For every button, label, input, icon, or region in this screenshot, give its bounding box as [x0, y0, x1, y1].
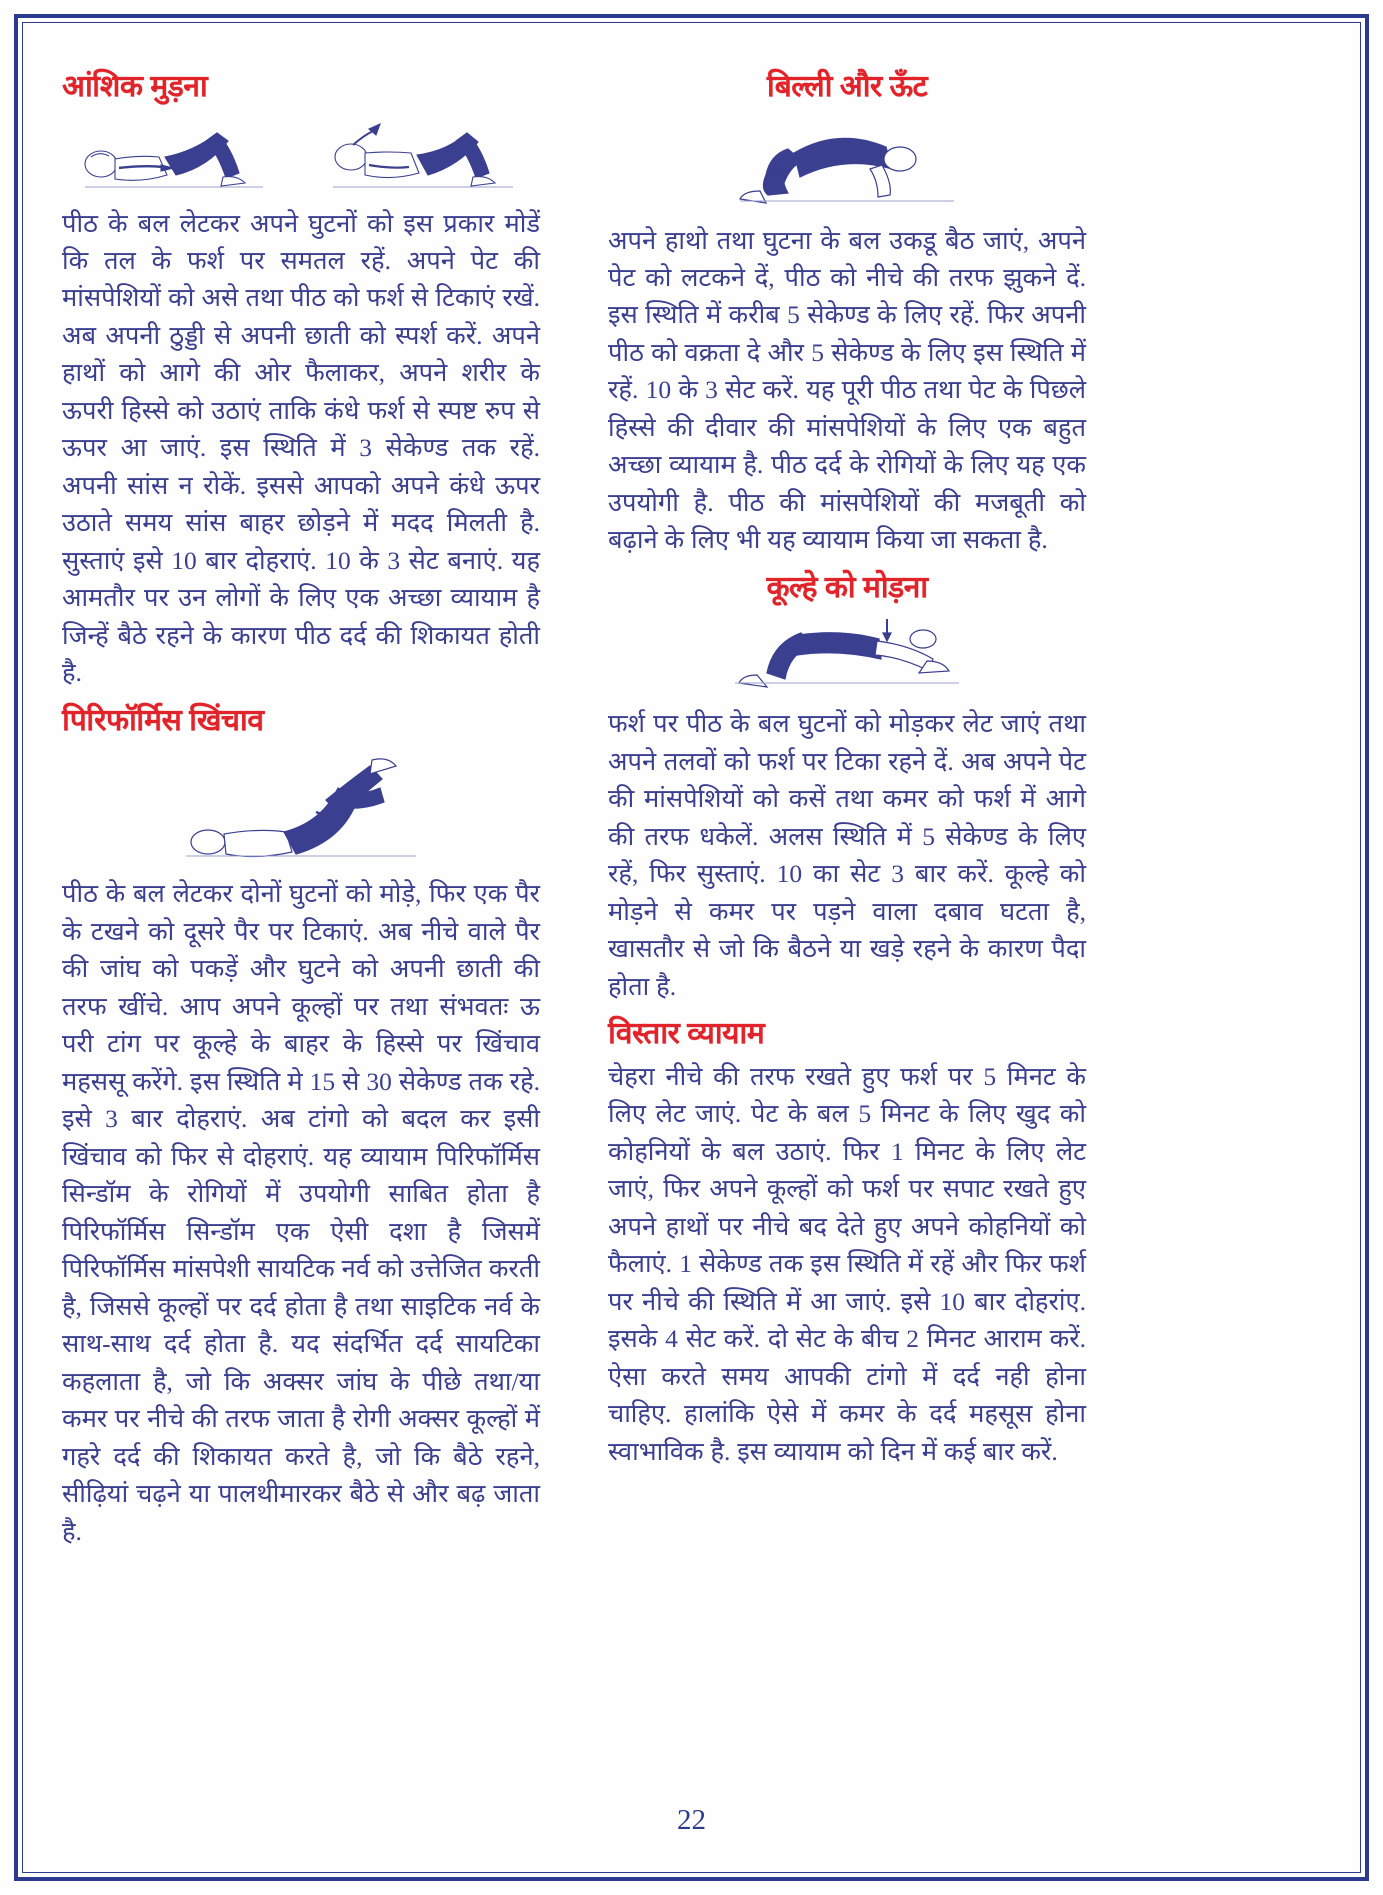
- left-column: [62, 70, 540, 1770]
- partial-curl-up-illustration: [77, 117, 277, 195]
- page-content: [62, 70, 1327, 1770]
- cat-camel-illustration: [732, 117, 962, 212]
- figure-cat-camel-wrap: [608, 111, 1086, 222]
- piriformis-stretch-illustration: [176, 750, 426, 865]
- page-number: 22: [677, 1804, 706, 1836]
- section-body-partial-curl: पीठ के बल लेटकर अपने घुटनों को इस प्रकार मोडें कि तल के फर्श पर समतल रहें. अपने पेट की मांसपेशियों को असे तथा पीठ को फर्श से टिकाएं रखें. अब अपनी ठुड्डी से अपनी छाती को स्पर्श करें. अपने हाथों को आगे की ओर फैलाकर, अपने शरीर के ऊपरी हिस्से को उठाएं ताकि कंधे फर्श से स्पष्ट रुप से ऊपर आ जाएं. इस स्थिति में 3 सेकेण्ड तक रहें. अपनी सांस न रोकें. इससे आपको अपने कंधे ऊपर उठाते समय सांस बाहर छोड़ने में मदद मिलती है. सुस्ताएं इसे 10 बार दोहराएं. 10 के 3 सेट बनाएं. यह आमतौर पर उन लोगों के लिए एक अच्छा व्यायाम है जिन्हें बैठे रहने के कारण पीठ दर्द की शिकायत होती है.: [62, 208, 540, 688]
- section-body-pelvic-tilt: फर्श पर पीठ के बल घुटनों को मोड़कर लेट जाएं तथा अपने तलवों को फर्श पर टिका रहने दें. अब अपने पेट की मांसपेशियों को कसें तथा कमर को फर्श में आगे की तरफ धकेलें. अलस स्थिति में 5 सेकेण्ड के लिए रहें, फिर सुस्ताएं. 10 का सेट 3 बार करें. कूल्हे को मोड़ने से कमर पर पड़ने वाला दबाव घटता है, खासतौर से जो कि बैठने या खड़े रहने के कारण पैदा होता है.: [608, 709, 1086, 1001]
- section-heading-piriformis: पिरिफॉर्मिस खिंचाव: [62, 703, 264, 737]
- section-heading-cat-camel: बिल्ली और ऊँट: [766, 70, 928, 103]
- section-body-cat-camel: अपने हाथो तथा घुटना के बल उकडू बैठ जाएं, अपने पेट को लटकने दें, पीठ को नीचे की तरफ झुकने दें. इस स्थिति में करीब 5 सेकेण्ड के लिए रहें. फिर अपनी पीठ को वक्रता दे और 5 सेकेण्ड के लिए इस स्थिति में रहें. 10 के 3 सेट करें. यह पूरी पीठ तथा पेट के पिछले हिस्से की दीवार की मांसपेशियों के लिए एक बहुत अच्छा व्यायाम है. पीठ दर्द के रोगियों के लिए यह एक उपयोगी है. पीठ की मांसपेशियों की मजबूती को बढ़ाने के लिए भी यह व्यायाम किया जा सकता है.: [608, 225, 1086, 555]
- partial-curl-up-illustration-lifted: [325, 117, 525, 195]
- figure-piriformis-wrap: [62, 744, 540, 875]
- section-body-extension: चेहरा नीचे की तरफ रखते हुए फर्श पर 5 मिनट के लिए लेट जाएं. पेट के बल 5 मिनट के लिए खुद को कोहनियों के बल उठाएं. फिर 1 मिनट के लिए लेट जाएं, फिर अपने कूल्हों को फर्श पर सपाट रखते हुए अपने हाथों पर नीचे बद देते हुए अपने कोहनियों को फैलाएं. 1 सेकेण्ड तक इस स्थिति में रहें और फिर फर्श पर नीचे की स्थिति में आ जाएं. इसे 10 बार दोहरांए. इसके 4 सेट करें. दो सेट के बीच 2 मिनट आराम करें. ऐसा करते समय आपकी टांगो में दर्द नही होना चाहिए. हालांकि ऐसे में कमर के दर्द महसूस होना स्वाभाविक है. इस व्यायाम को दिन में कई बार करें.: [608, 1061, 1086, 1466]
- figure-pelvic-tilt-wrap: [608, 611, 1086, 705]
- right-column: [608, 70, 1086, 1770]
- section-heading-extension: विस्तार व्यायाम: [608, 1017, 765, 1051]
- section-body-piriformis: पीठ के बल लेटकर दोनों घुटनों को मोड़े, फिर एक पैर के टखने को दूसरे पैर पर टिकाएं. अब नीचे वाले पैर की जांघ को पकड़ें और घुटने को अपनी छाती की तरफ खींचे. आप अपने कूल्हों पर तथा संभवतः ऊ परी टांग पर कूल्हे के बाहर के हिस्से पर खिंचाव महससू करेंगे. इस स्थिति मे 15 से 30 सेकेण्ड तक रहे. इसे 3 बार दोहराएं. अब टांगो को बदल कर इसी खिंचाव को फिर से दोहराएं. यह व्यायाम पिरिफॉर्मिस सिन्डॉम के रोगियों में उपयोगी साबित होता है पिरिफॉर्मिस सिन्डॉम एक ऐसी दशा है जिसमें पिरिफॉर्मिस मांसपेशी सायटिक नर्व को उत्तेजित करती है, जिससे कूल्हों पर दर्द होता है तथा साइटिक नर्व के साथ-साथ दर्द होता है. यद संदर्भित दर्द सायटिका कहलाता है, जो कि अक्सर जांघ के पीछे तथा/या कमर पर नीचे की तरफ जाता है रोगी अक्सर कूल्हों में गहरे दर्द की शिकायत करते है, जो कि बैठे रहने, सीढ़ियां चढ़ने या पालथीमारकर बैठे से और बढ़ जाता है.: [62, 879, 540, 1546]
- figure-partial-curl-wrap: [62, 111, 540, 205]
- section-heading-pelvic-tilt: कूल्हे को मोड़ना: [766, 570, 928, 604]
- section-heading-partial-curl: आंशिक मुड़ना: [62, 70, 208, 103]
- pelvic-tilt-illustration: [727, 617, 967, 695]
